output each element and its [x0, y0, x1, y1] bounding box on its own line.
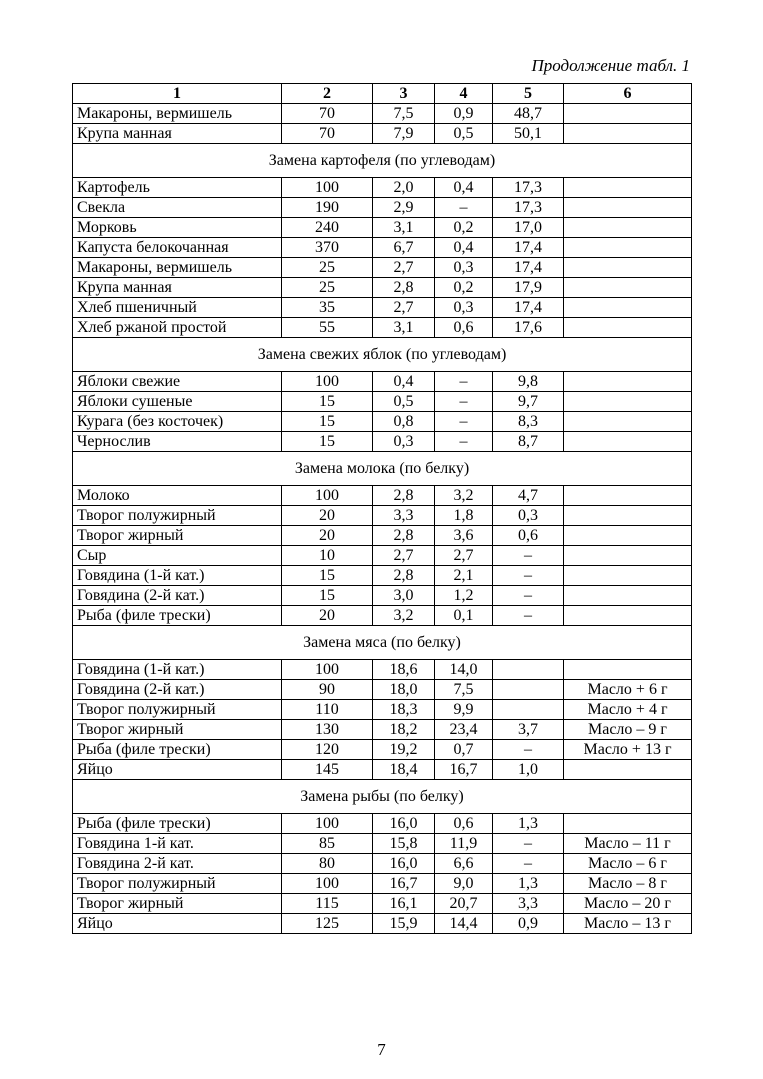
table-row — [73, 238, 692, 258]
table-cell: Хлеб ржаной простой — [73, 318, 282, 338]
table-cell: 3,1 — [373, 218, 435, 238]
table-cell: 3,1 — [373, 318, 435, 338]
column-header: 2 — [282, 84, 373, 104]
table-cell: 50,1 — [493, 124, 564, 144]
table-cell: 0,1 — [435, 606, 493, 626]
table-cell: 48,7 — [493, 104, 564, 124]
table-cell: Сыр — [73, 546, 282, 566]
table-cell: 15 — [282, 432, 373, 452]
table-cell: Масло – 11 г — [564, 834, 692, 854]
table-cell: Чернослив — [73, 432, 282, 452]
table-cell: 0,2 — [435, 218, 493, 238]
table-cell: 370 — [282, 238, 373, 258]
food-substitution-table — [72, 83, 692, 934]
table-row — [73, 660, 692, 680]
table-cell: Творог жирный — [73, 720, 282, 740]
table-cell: 0,3 — [435, 298, 493, 318]
section-title: Замена молока (по белку) — [73, 452, 692, 486]
table-cell: Масло – 6 г — [564, 854, 692, 874]
table-cell: Рыба (филе трески) — [73, 606, 282, 626]
table-cell: 9,7 — [493, 392, 564, 412]
table-cell: 7,9 — [373, 124, 435, 144]
table-cell: 1,3 — [493, 874, 564, 894]
table-cell — [564, 760, 692, 780]
table-cell — [564, 546, 692, 566]
section-title: Замена рыбы (по белку) — [73, 780, 692, 814]
table-cell: 16,0 — [373, 814, 435, 834]
table-cell: 25 — [282, 278, 373, 298]
page-number: 7 — [377, 1040, 386, 1059]
table-cell — [493, 680, 564, 700]
table-cell: Говядина (2-й кат.) — [73, 680, 282, 700]
table-cell: 100 — [282, 814, 373, 834]
table-cell: 15 — [282, 586, 373, 606]
table-cell: Творог жирный — [73, 894, 282, 914]
table-cell: 17,4 — [493, 238, 564, 258]
table-cell: 15 — [282, 566, 373, 586]
table-row — [73, 874, 692, 894]
section-header-row — [73, 338, 692, 372]
table-cell: – — [493, 586, 564, 606]
table-cell: 15,9 — [373, 914, 435, 934]
table-cell: 70 — [282, 124, 373, 144]
table-cell: Курага (без косточек) — [73, 412, 282, 432]
table-cell: 100 — [282, 372, 373, 392]
table-cell — [564, 660, 692, 680]
table-cell: 115 — [282, 894, 373, 914]
table-cell: Крупа манная — [73, 278, 282, 298]
table-cell: 0,6 — [435, 814, 493, 834]
table-cell: 15,8 — [373, 834, 435, 854]
table-cell: 1,2 — [435, 586, 493, 606]
table-cell: 0,6 — [493, 526, 564, 546]
table-row — [73, 680, 692, 700]
column-header: 6 — [564, 84, 692, 104]
table-cell: 2,0 — [373, 178, 435, 198]
table-cell: Говядина 1-й кат. — [73, 834, 282, 854]
table-cell: 17,4 — [493, 258, 564, 278]
table-cell: Масло – 13 г — [564, 914, 692, 934]
table-row — [73, 700, 692, 720]
table-cell: 18,4 — [373, 760, 435, 780]
table-row — [73, 506, 692, 526]
table-cell: 0,5 — [373, 392, 435, 412]
table-cell: 100 — [282, 486, 373, 506]
table-cell: 0,9 — [435, 104, 493, 124]
table-cell: – — [493, 566, 564, 586]
table-cell — [564, 258, 692, 278]
column-header: 1 — [73, 84, 282, 104]
table-cell — [564, 298, 692, 318]
table-cell: 0,4 — [373, 372, 435, 392]
table-row — [73, 392, 692, 412]
table-row — [73, 218, 692, 238]
table-cell: 1,3 — [493, 814, 564, 834]
table-cell: 25 — [282, 258, 373, 278]
section-title: Замена картофеля (по углеводам) — [73, 144, 692, 178]
table-cell: 2,9 — [373, 198, 435, 218]
table-cell: Творог жирный — [73, 526, 282, 546]
table-cell: 20,7 — [435, 894, 493, 914]
table-cell: 80 — [282, 854, 373, 874]
table-cell: Капуста белокочанная — [73, 238, 282, 258]
table-cell: 3,3 — [373, 506, 435, 526]
table-cell: 2,8 — [373, 566, 435, 586]
table-cell: Масло + 4 г — [564, 700, 692, 720]
table-row — [73, 586, 692, 606]
section-title: Замена свежих яблок (по углеводам) — [73, 338, 692, 372]
table-cell: 2,7 — [373, 546, 435, 566]
table-cell: 18,2 — [373, 720, 435, 740]
table-cell — [564, 566, 692, 586]
table-cell — [564, 318, 692, 338]
table-row — [73, 278, 692, 298]
table-cell: 130 — [282, 720, 373, 740]
table-cell: 85 — [282, 834, 373, 854]
table-cell: – — [493, 606, 564, 626]
section-title: Замена мяса (по белку) — [73, 626, 692, 660]
table-cell: 14,0 — [435, 660, 493, 680]
section-header-row — [73, 452, 692, 486]
table-cell: 3,7 — [493, 720, 564, 740]
table-cell: 17,4 — [493, 298, 564, 318]
table-cell: 3,2 — [373, 606, 435, 626]
table-cell: 100 — [282, 178, 373, 198]
table-cell: – — [435, 372, 493, 392]
table-cell: Говядина (1-й кат.) — [73, 566, 282, 586]
table-cell: Молоко — [73, 486, 282, 506]
table-cell — [564, 278, 692, 298]
table-cell — [564, 198, 692, 218]
table-cell: – — [493, 854, 564, 874]
table-cell: 0,4 — [435, 238, 493, 258]
table-cell: 7,5 — [435, 680, 493, 700]
table-cell — [564, 506, 692, 526]
table-cell: Макароны, вермишель — [73, 104, 282, 124]
table-cell: 0,3 — [493, 506, 564, 526]
table-row — [73, 854, 692, 874]
table-cell: 18,6 — [373, 660, 435, 680]
table-cell: 9,0 — [435, 874, 493, 894]
table-cell: – — [493, 740, 564, 760]
table-cell: 10 — [282, 546, 373, 566]
table-cell: Макароны, вермишель — [73, 258, 282, 278]
table-cell: – — [493, 546, 564, 566]
table-cell: Творог полужирный — [73, 506, 282, 526]
table-cell: 145 — [282, 760, 373, 780]
table-cell: 6,7 — [373, 238, 435, 258]
column-header: 5 — [493, 84, 564, 104]
table-cell — [564, 432, 692, 452]
table-row — [73, 814, 692, 834]
table-cell: 17,9 — [493, 278, 564, 298]
table-cell: 14,4 — [435, 914, 493, 934]
table-cell: 15 — [282, 392, 373, 412]
table-cell — [564, 218, 692, 238]
table-cell: 2,1 — [435, 566, 493, 586]
table-cell: Яйцо — [73, 760, 282, 780]
table-cell: 0,8 — [373, 412, 435, 432]
table-cell: 16,7 — [373, 874, 435, 894]
table-cell: 18,3 — [373, 700, 435, 720]
table-cell: 110 — [282, 700, 373, 720]
table-cell: – — [435, 392, 493, 412]
table-cell: 8,7 — [493, 432, 564, 452]
table-body — [73, 104, 692, 934]
table-cell — [564, 238, 692, 258]
table-cell: 2,8 — [373, 526, 435, 546]
table-cell — [564, 372, 692, 392]
table-row — [73, 178, 692, 198]
table-cell: 17,3 — [493, 198, 564, 218]
table-cell: 3,3 — [493, 894, 564, 914]
column-header: 3 — [373, 84, 435, 104]
table-cell: 4,7 — [493, 486, 564, 506]
table-cell — [564, 814, 692, 834]
table-cell: 3,0 — [373, 586, 435, 606]
table-row — [73, 432, 692, 452]
table-cell: 0,3 — [373, 432, 435, 452]
table-cell: Яйцо — [73, 914, 282, 934]
table-cell: 17,3 — [493, 178, 564, 198]
table-cell — [493, 700, 564, 720]
table-cell: Творог полужирный — [73, 874, 282, 894]
table-cell: Масло – 9 г — [564, 720, 692, 740]
header-row — [73, 84, 692, 104]
table-cell: 2,7 — [373, 298, 435, 318]
table-cell: 17,0 — [493, 218, 564, 238]
table-cell: Масло + 13 г — [564, 740, 692, 760]
table-cell: 100 — [282, 660, 373, 680]
table-cell: Масло – 20 г — [564, 894, 692, 914]
table-cell: 15 — [282, 412, 373, 432]
table-cell: 20 — [282, 606, 373, 626]
table-cell: 70 — [282, 104, 373, 124]
table-cell: 240 — [282, 218, 373, 238]
table-row — [73, 566, 692, 586]
table-cell: 2,7 — [435, 546, 493, 566]
table-row — [73, 834, 692, 854]
table-cell — [493, 660, 564, 680]
table-cell: 16,7 — [435, 760, 493, 780]
table-cell: – — [435, 412, 493, 432]
table-cell: 3,2 — [435, 486, 493, 506]
table-row — [73, 486, 692, 506]
table-cell: – — [435, 432, 493, 452]
table-row — [73, 760, 692, 780]
table-row — [73, 546, 692, 566]
table-cell: Хлеб пшеничный — [73, 298, 282, 318]
table-cell: 0,3 — [435, 258, 493, 278]
table-cell: 55 — [282, 318, 373, 338]
table-cell: Говядина (1-й кат.) — [73, 660, 282, 680]
table-cell — [564, 606, 692, 626]
table-row — [73, 298, 692, 318]
table-cell: 2,8 — [373, 486, 435, 506]
table-cell: Яблоки сушеные — [73, 392, 282, 412]
table-cell: Говядина 2-й кат. — [73, 854, 282, 874]
table-cell: Масло + 6 г — [564, 680, 692, 700]
table-cell: 0,7 — [435, 740, 493, 760]
table-row — [73, 372, 692, 392]
table-row — [73, 894, 692, 914]
table-cell: 23,4 — [435, 720, 493, 740]
table-row — [73, 606, 692, 626]
table-cell: 0,5 — [435, 124, 493, 144]
table-row — [73, 258, 692, 278]
table-cell: Масло – 8 г — [564, 874, 692, 894]
table-cell: 35 — [282, 298, 373, 318]
table-cell: 7,5 — [373, 104, 435, 124]
table-cell: 2,7 — [373, 258, 435, 278]
table-cell: Творог полужирный — [73, 700, 282, 720]
table-cell: 20 — [282, 506, 373, 526]
table-row — [73, 198, 692, 218]
table-row — [73, 740, 692, 760]
table-cell: 125 — [282, 914, 373, 934]
table-cell — [564, 392, 692, 412]
table-cell: Свекла — [73, 198, 282, 218]
table-cell: Картофель — [73, 178, 282, 198]
table-cell: Яблоки свежие — [73, 372, 282, 392]
table-cell — [564, 104, 692, 124]
table-cell: Говядина (2-й кат.) — [73, 586, 282, 606]
table-row — [73, 124, 692, 144]
table-cell: – — [493, 834, 564, 854]
table-cell: 0,6 — [435, 318, 493, 338]
table-cell — [564, 178, 692, 198]
table-cell: 18,0 — [373, 680, 435, 700]
table-cell: 19,2 — [373, 740, 435, 760]
table-cell — [564, 412, 692, 432]
table-cell: 17,6 — [493, 318, 564, 338]
table-row — [73, 526, 692, 546]
table-cell: 6,6 — [435, 854, 493, 874]
table-cell: 11,9 — [435, 834, 493, 854]
table-cell — [564, 124, 692, 144]
table-caption: Продолжение табл. 1 — [531, 56, 690, 75]
table-cell: 2,8 — [373, 278, 435, 298]
table-cell: 1,8 — [435, 506, 493, 526]
table-cell: 190 — [282, 198, 373, 218]
table-cell: 0,9 — [493, 914, 564, 934]
section-header-row — [73, 780, 692, 814]
table-cell: 100 — [282, 874, 373, 894]
table-cell: 20 — [282, 526, 373, 546]
section-header-row — [73, 626, 692, 660]
table-cell: Рыба (филе трески) — [73, 814, 282, 834]
table-cell — [564, 586, 692, 606]
section-header-row — [73, 144, 692, 178]
table-cell: 3,6 — [435, 526, 493, 546]
table-row — [73, 412, 692, 432]
table-row — [73, 914, 692, 934]
table-cell: 120 — [282, 740, 373, 760]
table-cell — [564, 486, 692, 506]
table-cell: 8,3 — [493, 412, 564, 432]
table-cell: 9,8 — [493, 372, 564, 392]
table-cell — [564, 526, 692, 546]
table-cell: 16,0 — [373, 854, 435, 874]
table-row — [73, 104, 692, 124]
table-cell: Крупа манная — [73, 124, 282, 144]
table-cell: 9,9 — [435, 700, 493, 720]
column-header: 4 — [435, 84, 493, 104]
table-cell: 0,2 — [435, 278, 493, 298]
table-cell: Рыба (филе трески) — [73, 740, 282, 760]
table-cell: 90 — [282, 680, 373, 700]
table-cell: 16,1 — [373, 894, 435, 914]
table-row — [73, 720, 692, 740]
table-cell: – — [435, 198, 493, 218]
table-row — [73, 318, 692, 338]
table-cell: 1,0 — [493, 760, 564, 780]
table-cell: 0,4 — [435, 178, 493, 198]
table-cell: Морковь — [73, 218, 282, 238]
